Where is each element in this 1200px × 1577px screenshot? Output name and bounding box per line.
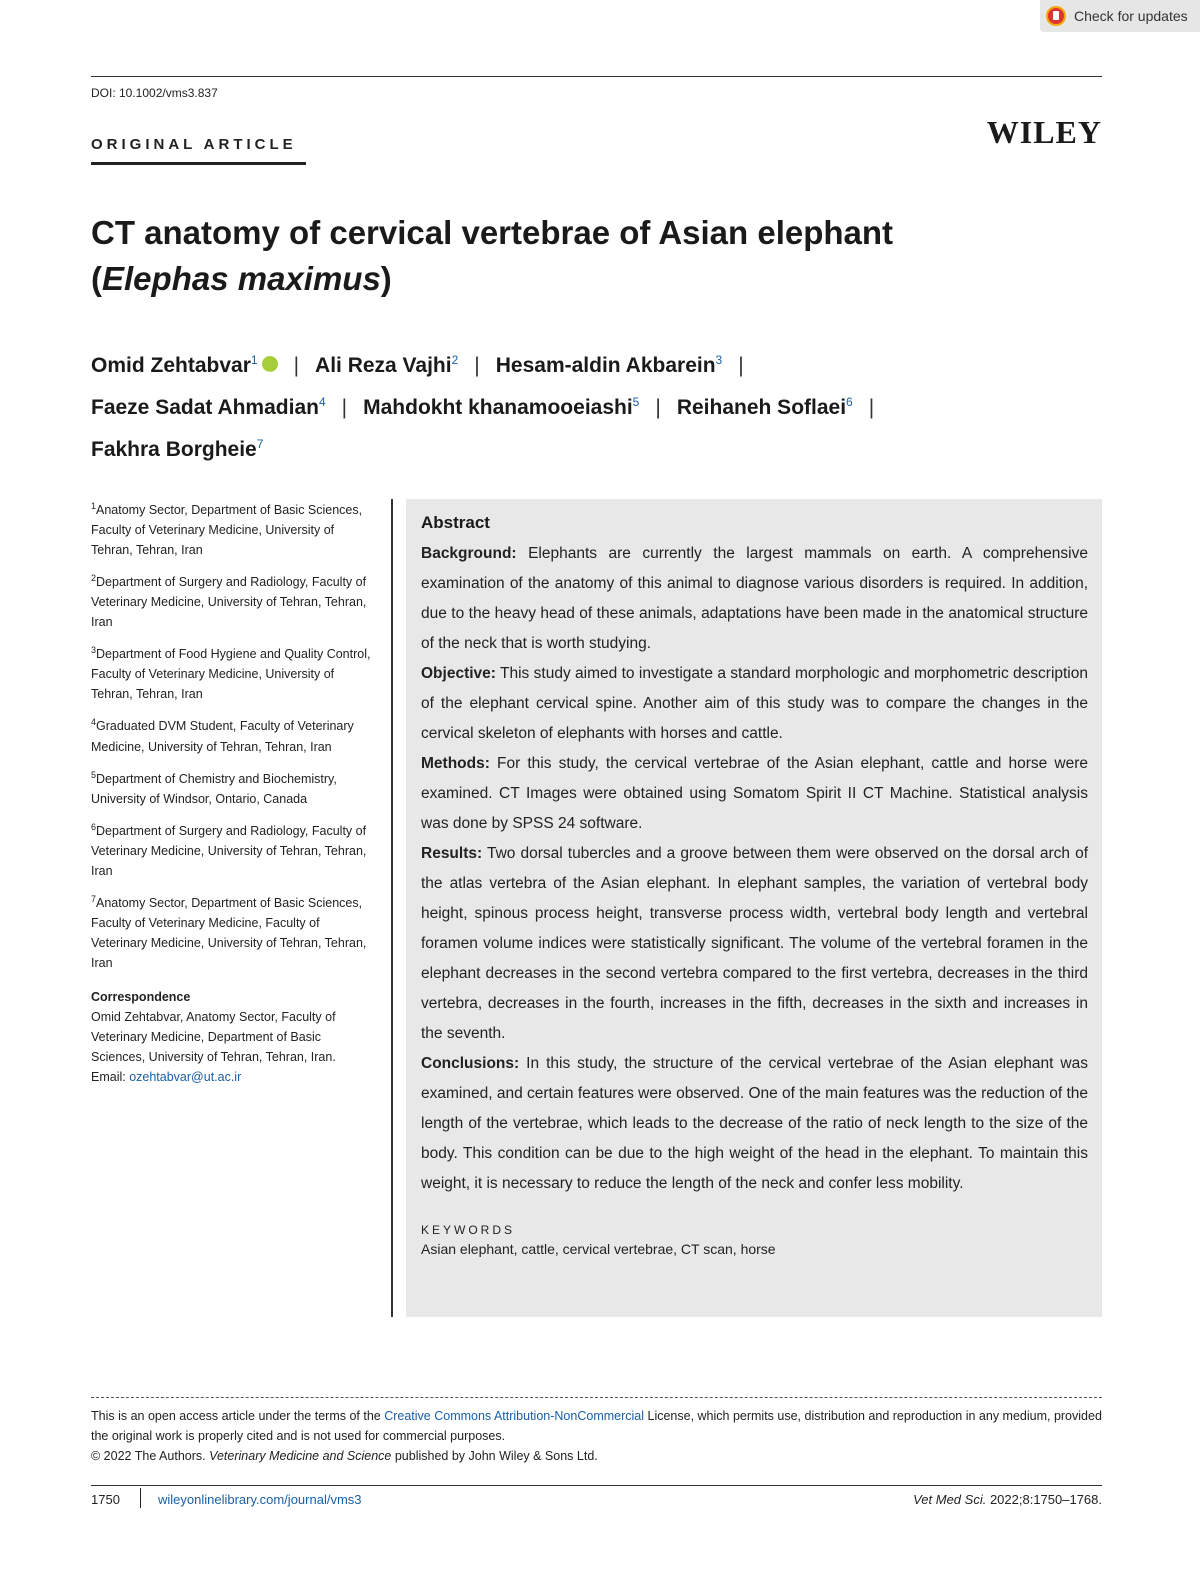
title-close-paren: ) <box>380 260 392 297</box>
author[interactable]: Mahdokht khanamooeiashi$^5$ <box>363 395 640 419</box>
author[interactable]: Ali Reza Vajhi$^2$ <box>315 353 459 377</box>
paper-title <box>91 210 991 302</box>
affiliation: $^7$Anatomy Sector, Department of Basic Sciences, Faculty of Veterinary Medicine, Faculty of Veterinary Medicine, University of Tehran, Tehran, Iran <box>91 893 367 971</box>
keywords-heading: KEYWORDS <box>421 1223 516 1237</box>
abstract-objective: Objective: This study aimed to investigate a standard morphologic and morphometric description of the elephant cervical spine. Another aim of this study was to compare the changes in the cervical skeleton of elephants with horses and cattle. <box>421 665 1088 742</box>
author[interactable]: Faeze Sadat Ahmadian$^4$ <box>91 395 326 419</box>
affiliation: $^2$Department of Surgery and Radiology, Faculty of Veterinary Medicine, University of Tehran, Tehran, Iran <box>91 573 367 630</box>
abstract-background: Background: Elephants are currently the largest mammals on earth. A comprehensive examination of the anatomy of this animal to diagnose various disorders is required. In addition, due to the heavy head of these animals, adaptations have been made in the anatomical structure of the neck that is worth studying. <box>421 545 1088 652</box>
abstract-title: Abstract <box>421 513 490 532</box>
abstract-results: Results: Two dorsal tubercles and a groove between them were observed on the dorsal arch of the atlas vertebra of the Asian elephant. In elephant samples, the variation of vertebral body height, spinous process height, transverse process width, vertebral body length and vertebral foramen volume indices were statistically significant. The volume of the vertebral foramen in the elephant decreases in the second vertebra compared to the first vertebra, decreases in the third vertebra, decreases in the fourth, increases in the fifth, decreases in the sixth and increases in the seventh. <box>421 845 1088 1042</box>
title-line1: CT anatomy of cervical vertebrae of Asian elephant <box>91 214 894 251</box>
affiliation: $^3$Department of Food Hygiene and Quality Control, Faculty of Veterinary Medicine, University of Tehran, Tehran, Iran <box>91 645 371 702</box>
affiliations <box>91 496 376 1087</box>
footer-rule <box>91 1485 1102 1486</box>
license-divider <box>91 1397 1102 1398</box>
author-separator: | <box>738 354 744 377</box>
affiliation: $^6$Department of Surgery and Radiology, Faculty of Veterinary Medicine, University of Tehran, Tehran, Iran <box>91 821 367 878</box>
footer-separator <box>140 1488 141 1508</box>
author[interactable]: Fakhra Borgheie$^7$ <box>91 437 264 461</box>
affiliation: $^4$Graduated DVM Student, Faculty of Veterinary Medicine, University of Tehran, Tehran, Iran <box>91 717 354 754</box>
author[interactable]: Hesam-aldin Akbarein$^3$ <box>495 353 723 377</box>
citation: Vet Med Sci. 2022;8:1750–1768. <box>913 1492 1102 1507</box>
author-separator: | <box>293 354 300 377</box>
author-separator: | <box>868 396 875 419</box>
abstract-box <box>406 499 1102 1317</box>
article-type-underline <box>91 162 306 165</box>
author-separator: | <box>474 354 480 377</box>
author-list <box>91 342 1091 468</box>
top-rule <box>91 76 1102 77</box>
check-for-updates-button[interactable] <box>1040 0 1200 32</box>
abstract-conclusions: Conclusions: In this study, the structure of the cervical vertebrae of the Asian elephant was examined, and certain features were observed. One of the main features was the reduction of the length of the vertebrae, which leads to the decrease of the ratio of neck length to the size of the body. This condition can be due to the high weight of the head in the elephant. To maintain this weight, it is necessary to reduce the length of the neck and confer less mobility. <box>421 1055 1088 1192</box>
abstract-rule <box>391 499 393 1317</box>
keywords: Asian elephant, cattle, cervical vertebrae, CT scan, horse <box>421 1241 776 1257</box>
check-for-updates-label: Check for updates <box>1074 8 1188 24</box>
title-open-paren: ( <box>91 260 102 297</box>
correspondence-body: Omid Zehtabvar, Anatomy Sector, Faculty of Veterinary Medicine, Department of Basic Sciences, University of Tehran, Tehran, Iran. Email: ozehtabvar@ut.ac.ir <box>91 1010 336 1085</box>
email-link[interactable]: ozehtabvar@ut.ac.ir <box>129 1070 242 1085</box>
license-link[interactable]: Creative Commons Attribution-NonCommercial <box>384 1409 645 1423</box>
affiliation: $^1$Anatomy Sector, Department of Basic Sciences, Faculty of Veterinary Medicine, University of Tehran, Tehran, Iran <box>91 501 363 558</box>
affiliation: $^5$Department of Chemistry and Biochemistry, University of Windsor, Ontario, Canada <box>91 769 337 806</box>
crossmark-icon <box>1046 6 1066 26</box>
correspondence-heading: Correspondence <box>91 990 191 1005</box>
publisher-logo: WILEY <box>986 114 1102 150</box>
author[interactable]: Reihaneh Soflaei$^6$ <box>676 395 853 419</box>
author[interactable]: Omid Zehtabvar$^1$iD <box>91 354 278 377</box>
article-type: ORIGINAL ARTICLE <box>91 136 297 153</box>
orcid-icon[interactable] <box>262 356 278 372</box>
abstract-methods: Methods: For this study, the cervical vertebrae of the Asian elephant, cattle and horse were examined. CT Images were obtained using Somatom Spirit II CT Machine. Statistical analysis was done by SPSS 24 software. <box>421 755 1088 832</box>
title-species: Elephas maximus <box>102 260 381 297</box>
license-notice: This is an open access article under the terms of the Creative Commons Attribution-NonCommercial License, which permits use, distribution and reproduction in any medium, provided the original work is properly cited and is not used for commercial purposes. © 2022 The Authors. Veterinary Medicine and Science published by John Wiley & Sons Ltd. <box>91 1409 1102 1463</box>
journal-url-link[interactable]: wileyonlinelibrary.com/journal/vms3 <box>158 1492 362 1507</box>
doi: DOI: 10.1002/vms3.837 <box>91 86 218 100</box>
author-separator: | <box>655 396 661 419</box>
journal-name: Veterinary Medicine and Science <box>209 1449 392 1463</box>
page-number: 1750 <box>91 1492 120 1507</box>
author-separator: | <box>341 396 348 419</box>
